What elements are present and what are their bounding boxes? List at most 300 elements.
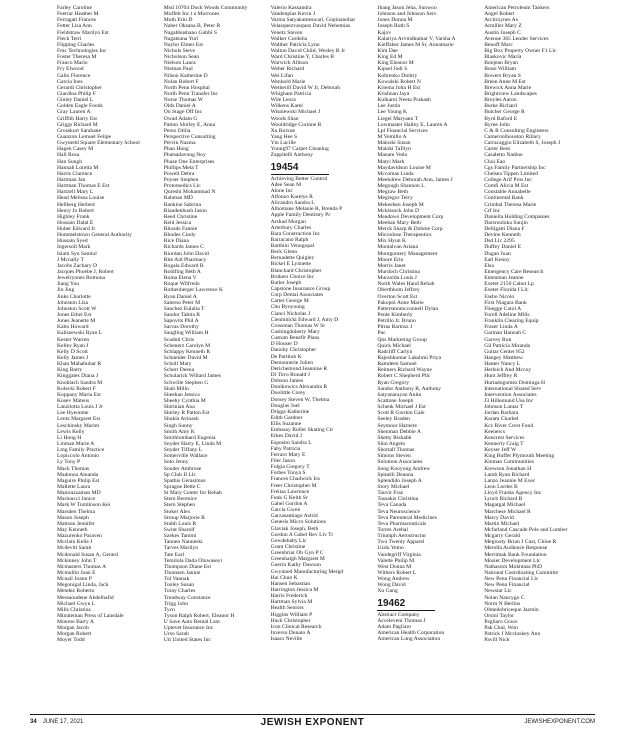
list-item: Bara Construction Inc xyxy=(270,230,320,237)
list-item: Driggs Katherine xyxy=(270,408,310,415)
list-item: Gowdebaby Llc xyxy=(270,537,307,544)
list-item: Shetty Rishabh xyxy=(377,434,412,441)
list-item: Hagen Casey M xyxy=(57,146,94,153)
list-item: Fraser Linda A xyxy=(484,324,518,331)
list-item: Sapovits Phil A xyxy=(163,318,199,325)
list-item: Fluegge Carol A xyxy=(484,305,522,312)
list-item: Reed Christine xyxy=(163,213,198,220)
list-item: Lee Young K xyxy=(377,109,408,116)
list-item: Rohlfing Beth A xyxy=(163,269,201,276)
list-item: Woods Shan xyxy=(270,115,299,122)
list-item: Patterstonmcconnell Dylan xyxy=(377,305,439,312)
list-item: Lowmaster Hailey E, Lauren A xyxy=(377,121,448,128)
list-item: Smith Amy K xyxy=(163,428,195,435)
list-item: Hannah Loretta M xyxy=(57,164,99,171)
list-item: Mcmullin Joan E xyxy=(57,569,96,576)
list-item: Keyser Jeff W xyxy=(484,447,517,454)
list-item: Shah Milin xyxy=(163,385,189,392)
list-item: Nagatsuna Yuri xyxy=(163,35,199,42)
list-item: Kinggates Diana J xyxy=(57,373,99,380)
list-item: Valerio Kassandra xyxy=(270,5,312,11)
list-item: Kennerly Craig T xyxy=(484,440,524,447)
list-item: Carter George M xyxy=(270,298,309,305)
list-item: Sp Club II Llc xyxy=(163,471,196,478)
list-item: Petrillo Jr. Bruno xyxy=(377,318,416,325)
list-item: Byrd Baford E xyxy=(484,115,518,122)
list-item: Karam Charbel xyxy=(484,416,519,423)
list-item: Marsden Thelma xyxy=(57,508,95,515)
list-item: Wei Lifan xyxy=(270,72,293,79)
list-item: Guerin Kathy Dawson xyxy=(270,562,321,569)
list-item: Megonigal Linda, Jack xyxy=(57,582,109,589)
list-item: Alone Inc xyxy=(270,187,293,194)
list-item: Inverso Donato A xyxy=(270,629,311,636)
list-item: Adee Sean M xyxy=(270,181,302,188)
list-item: Maloki Tafilyn xyxy=(377,146,411,153)
list-item: Bonjean Bryan xyxy=(484,60,518,67)
issue-date: JUNE 17, 2021 xyxy=(42,719,84,725)
list-item: Kencrest Services xyxy=(484,434,525,441)
list-item: Ellis Suzanne xyxy=(270,421,302,428)
list-item: Exeter 2150 Cabot Lp xyxy=(484,281,534,288)
list-item: Danoby Christopher xyxy=(270,347,317,354)
list-item: Varma Satyakameswari, Gopinanohar xyxy=(270,17,356,24)
list-item: Carracaggio Elizabeth S, Joseph J xyxy=(484,140,561,147)
list-item: Filer Jason xyxy=(270,457,295,464)
list-item: Maguire Philip Est xyxy=(57,477,100,484)
list-item: Nathasorn Mokhtasa PhD xyxy=(484,563,542,570)
list-item: Casaletto Nadine xyxy=(484,152,523,159)
list-item: Johnson and Johnson Serv xyxy=(377,11,437,18)
list-item: Salerno Peter M xyxy=(163,299,201,306)
list-item: Hurtadogomez Dominga H xyxy=(484,379,546,386)
list-item: Franco Mario xyxy=(57,60,88,67)
list-item: Olds Daniel A xyxy=(163,103,196,110)
list-item: Mckissock John D xyxy=(377,207,420,214)
list-item: Solomon Associates xyxy=(377,459,423,466)
list-item: Entenman Jeanne xyxy=(484,275,524,282)
list-item: Mcmasters Thomas A xyxy=(57,563,106,570)
list-item: Protomedics Llc xyxy=(163,183,201,190)
list-item: Olmedobriceque Jazmin xyxy=(484,606,539,613)
list-item: Constable Annabelle xyxy=(484,189,531,196)
list-item: Foster Theresa M xyxy=(57,54,97,61)
list-item: Krewson Jonathan H xyxy=(484,465,532,472)
list-item: Triumph Aerostructur xyxy=(377,533,427,540)
list-item: Sandor Tabita R xyxy=(163,312,200,319)
list-item: Hellberg Herbert xyxy=(57,201,95,208)
list-item: Spinelli Deanna xyxy=(377,471,414,478)
list-item: Nielson Laura xyxy=(163,60,196,67)
list-item: Henry Jo Robert xyxy=(57,207,94,214)
list-item: Kim Dae xyxy=(377,47,398,54)
list-item: Montalvan Ariana xyxy=(377,244,418,251)
list-item: Scaduti Chris xyxy=(163,336,195,343)
list-item: Golden Eagle Foods xyxy=(57,103,103,110)
list-item: Meadows Development Corp xyxy=(377,213,444,220)
list-item: Johnston Scott W xyxy=(57,305,97,312)
list-item: Lee Hyeonme xyxy=(57,410,89,417)
list-item: Highley Frank xyxy=(57,213,90,220)
list-item: Wong Andrew xyxy=(377,576,410,583)
list-item: Lynch Richard B xyxy=(484,496,523,503)
list-item: Teva Neuroscience xyxy=(377,508,421,515)
list-item: Hartman Jan xyxy=(57,176,86,183)
list-item: Blanchard Christopher xyxy=(270,267,322,274)
list-item: U Save Auto Rental Lsm xyxy=(163,619,220,626)
list-item: Giardina Philip F xyxy=(57,90,96,97)
list-item: Capstone Insurance Group xyxy=(270,286,331,293)
list-item: Kelly D Scott xyxy=(57,348,88,355)
list-item: Muffett Inc t a Morrones xyxy=(163,11,220,18)
list-item: Mason Joseph xyxy=(57,514,89,521)
list-item: Treadway Constance xyxy=(163,594,211,601)
list-item: Dugan Joan xyxy=(484,250,511,257)
list-item: Wong David xyxy=(377,582,406,589)
list-item: Microdose Therapeutics xyxy=(377,232,432,239)
list-item: Merolla Audience Response xyxy=(484,545,548,552)
list-item: Head Melissa Louise xyxy=(57,195,105,202)
list-item: Hossain Dalal E xyxy=(57,219,94,226)
section-rule xyxy=(377,610,435,611)
list-item: Mcfarland Cascade Pole and Lumber xyxy=(484,526,568,533)
list-item: King Barry xyxy=(57,367,83,374)
list-item: Moore Erin xyxy=(377,256,404,263)
list-item: Quick Michael xyxy=(377,342,411,349)
column-1 xyxy=(57,5,162,705)
list-item: Rhodes Cindy xyxy=(163,232,196,239)
list-item: Xu Ruixue xyxy=(270,127,295,134)
list-item: Alhomane Melanie R, Brenda P xyxy=(270,206,343,213)
list-item: Cameronlhouston Rillary xyxy=(484,133,541,140)
list-item: Dorsey Steven W, Thelma xyxy=(270,396,330,403)
list-item: Higgins William P xyxy=(270,611,313,618)
list-item: Brokers Choice Inc xyxy=(270,273,315,280)
list-item: Hanter Nancy L xyxy=(484,361,521,368)
section-number: 19462 xyxy=(377,597,406,609)
list-item: Kinman Communities xyxy=(484,459,534,466)
list-item: Jones Donna M xyxy=(377,17,413,24)
list-item: Garcia Ines xyxy=(57,78,83,85)
list-item: Thompson Diane Est xyxy=(163,563,212,570)
list-item: Megroaty Brian J Cust, Chloe R xyxy=(484,539,557,546)
list-item: Mix Hyun K xyxy=(377,238,406,245)
list-item: Garzasantiago Astrid xyxy=(270,513,318,520)
list-item: Yang Hee S xyxy=(270,133,298,140)
list-item: Teva Parenteral Medicines xyxy=(377,514,437,521)
list-item: Owad Adam G xyxy=(163,115,198,122)
list-item: Greenbriar Ob Gyn P C xyxy=(270,550,324,557)
list-item: Alfonzo Karelys R xyxy=(270,193,313,200)
list-item: Farley Caroline xyxy=(57,5,92,11)
list-item: Bernadette Quigley xyxy=(270,255,315,262)
list-item: Megraw Beth xyxy=(377,189,408,196)
list-item: Jones Ethel Est xyxy=(57,312,92,319)
list-item: Hartzell Mary L xyxy=(57,189,94,196)
list-item: Schenerz Carolyn M xyxy=(163,342,211,349)
list-item: Arterbury Charles xyxy=(270,224,312,231)
list-item: Emergency Care Research xyxy=(484,269,544,276)
list-item: Erkes David J xyxy=(270,433,302,440)
list-item: Spathis Gerasimos xyxy=(163,477,206,484)
list-item: Marchese Michael R xyxy=(484,508,531,515)
list-item: Duffey Daniel E xyxy=(484,244,522,251)
list-item: Garman Hannah C xyxy=(484,330,527,337)
list-item: Leon Lordes B xyxy=(484,483,518,490)
publication-name: JEWISH EXPONENT xyxy=(260,717,365,728)
list-item: New Penn Financial xyxy=(484,582,530,589)
list-item: Bickel E Lynnette xyxy=(270,261,311,268)
list-item: American Petroleum Tankers xyxy=(484,5,550,11)
list-item: Whigham Patricia xyxy=(270,90,312,97)
list-item: Mcnail Joann P xyxy=(57,576,92,583)
list-item: Kieffaber James M Sr, Annamarie xyxy=(377,41,454,48)
list-item: Gil Patricia Miranda xyxy=(484,342,531,349)
list-item: Devine Kenneth xyxy=(484,232,521,239)
list-item: Tol Vannak xyxy=(163,576,190,583)
list-item: Ramdeen Samuel xyxy=(377,361,417,368)
list-item: Mosier Development Llc xyxy=(484,557,541,564)
list-item: Young97 Carpet Cleaning xyxy=(270,146,329,153)
list-item: Sprague Bette C xyxy=(163,483,201,490)
list-item: Souder Ambrose xyxy=(163,465,202,472)
list-item: First Niagara Bank xyxy=(484,299,527,306)
list-item: Rice Diana xyxy=(163,238,189,245)
list-item: Swint Sharolf xyxy=(163,526,195,533)
list-item: Joseph Ruth S xyxy=(377,23,410,30)
list-item: Barthini Venugopal xyxy=(270,243,315,250)
list-item: Temilola Dada Oluwaseyi xyxy=(163,557,223,564)
list-item: Roque Wilfredo xyxy=(163,281,200,288)
list-item: Michael Gwyn L xyxy=(57,600,96,607)
list-item: Shenman Debbie A xyxy=(377,428,421,435)
list-item: College Arif Pros Inc xyxy=(484,176,532,183)
list-item: Tarves Marilyn xyxy=(163,545,199,552)
list-item: Reid Jessica xyxy=(163,219,192,226)
list-item: Wenhold Marie xyxy=(270,78,306,85)
list-item: Ginley Daniel L xyxy=(57,97,94,104)
list-item: Manirazzaman MD xyxy=(57,490,101,497)
list-item: Sheehan Jessica xyxy=(163,391,200,398)
list-item: Jewelryones Romona xyxy=(57,275,106,282)
list-item: Smithlombard Eugenia xyxy=(163,434,216,441)
list-item: Walton David Child, Wesley B Jr xyxy=(270,47,346,54)
page-number: 34 xyxy=(30,719,37,725)
list-item: J3 Hillemund Usa Inc xyxy=(484,398,534,404)
list-item: Grant Christine xyxy=(270,543,306,550)
list-item: Harris Clarence xyxy=(57,170,93,177)
list-item: Liegel Maryann T xyxy=(377,115,418,122)
list-item: Lewis Kelly xyxy=(57,428,85,435)
list-item: Fieldstraw Marilyn Est xyxy=(57,29,109,36)
list-item: Faby Patricia xyxy=(270,445,301,452)
list-item: Beck Glenn xyxy=(270,249,298,256)
list-item: Nicholson Sean xyxy=(163,54,200,61)
list-item: Stern Berenice xyxy=(163,496,197,503)
list-item: Franklin Clearing Equip xyxy=(484,318,539,325)
list-item: Ingersoll Mark xyxy=(57,244,91,251)
list-item: Megregor Terry xyxy=(377,195,413,202)
list-item: Kalariya Arvindkumar V, Varsha A xyxy=(377,35,456,42)
list-item: Wilkens Karel xyxy=(270,103,303,110)
list-item: Pavill Nick xyxy=(484,637,510,644)
list-item: Monroe Barry A xyxy=(57,619,94,626)
list-item: Kulkarni Neeta Prakash xyxy=(377,97,431,104)
list-item: Garcia Gwen xyxy=(270,507,301,514)
list-item: Saugling William H xyxy=(163,330,209,337)
list-item: Ryan Daniel A xyxy=(163,293,197,300)
list-item: Benoff Marc xyxy=(484,41,513,48)
list-item: Lopiccolo Antonio xyxy=(57,453,100,460)
list-item: Teva Pharmaceuticals xyxy=(377,520,427,527)
list-item: May Kenneth xyxy=(57,526,88,533)
list-item: Hummelstown General Authority xyxy=(57,232,132,239)
list-item: Marinucci Janice xyxy=(57,496,96,503)
list-item: Forell Adeline Mills xyxy=(484,312,530,319)
list-item: Kajov xyxy=(377,29,392,36)
list-item: Hall Rosa xyxy=(57,152,80,159)
list-item: Moyer Todd xyxy=(57,637,85,644)
list-item: Jones Jeanette M xyxy=(57,318,96,325)
list-item: J Mcnally T xyxy=(57,256,84,263)
list-item: Butcher George R xyxy=(484,109,525,116)
list-item: Pakopol Anne Marie xyxy=(377,299,424,306)
list-item: Feerrar Heather M xyxy=(57,11,99,18)
list-item: Gabel Gordon A xyxy=(270,500,308,507)
list-item: Messaoudene Abdelhafid xyxy=(57,594,114,601)
list-item: Custom Benefit Plans xyxy=(270,335,320,342)
list-item: Hunt Jeffrey R xyxy=(484,373,518,380)
list-item: Montgomery Management xyxy=(377,250,438,257)
list-item: Khan Mahabubar R xyxy=(57,361,102,368)
list-item: Cianci Nicholas J xyxy=(270,310,311,317)
list-item: Nurse Thomas W xyxy=(163,97,204,104)
list-item: Douglas Joel xyxy=(270,402,300,409)
list-item: Shortall Thomas xyxy=(377,447,415,454)
list-item: Tyson Ralph Robert, Eleanor H xyxy=(163,612,235,619)
list-item: Hussain Syed xyxy=(57,238,88,245)
list-item: Mekeehen Joseph M xyxy=(377,201,424,208)
list-item: Sheehy Cynthia M xyxy=(163,398,206,404)
list-item: M Vemillo A xyxy=(377,133,407,140)
list-item: Meekdrew Deborah Ann, James J xyxy=(377,176,453,183)
list-item: Cgs Family Partnership Inc xyxy=(484,164,546,171)
list-item: Embassy Roller Skating Ctr xyxy=(270,427,334,434)
list-item: Stubb Louis R xyxy=(163,520,197,527)
list-item: Fleck Terri xyxy=(57,35,82,42)
list-item: Corp Dental Associates xyxy=(270,292,324,299)
list-item: Oberthhom Jeffrey xyxy=(377,287,420,294)
list-item: Sanchez Eulalia T xyxy=(163,305,205,312)
list-item: Lpl Financial Services xyxy=(377,127,428,134)
list-item: Madonna Amanda xyxy=(57,471,99,478)
list-item: Guitar Center 852 xyxy=(484,348,525,355)
list-item: Mack Thomas xyxy=(57,465,90,472)
list-item: Muth Erin D xyxy=(163,17,193,24)
list-item: Big Box Property Owner F1 Llc xyxy=(484,47,557,54)
list-item: Lloyd Franks Agency Inc xyxy=(484,490,542,497)
list-item: D Houser D xyxy=(270,341,298,348)
list-item: Perspective Consulting xyxy=(163,133,216,140)
list-item: Rhoads Fannie xyxy=(163,226,198,233)
list-item: Jhang Jason Jeha, Sunwoo xyxy=(377,5,437,11)
list-item: Breen Anne M Est xyxy=(484,78,526,85)
list-item: Megough Shannon L xyxy=(377,183,425,190)
list-item: Murdoch Christina xyxy=(377,269,420,276)
list-item: Stoker Alex xyxy=(163,508,191,515)
list-item: Sandor Anthony R, Anthony xyxy=(377,385,442,392)
list-item: Kosev Mateus xyxy=(57,398,90,404)
list-item: Austin Joseph C xyxy=(484,29,521,36)
list-item: Funk G Keith Sr xyxy=(270,494,308,501)
list-item: Poyser Stephen xyxy=(163,176,199,183)
list-item: Han Sungh xyxy=(57,158,83,165)
list-item: North Wales Hand Rehab xyxy=(377,281,435,288)
list-item: Scott R Gordon Gale xyxy=(377,410,425,417)
list-item: Choi Eao xyxy=(484,158,506,165)
list-item: Stroup Marjorie R xyxy=(163,514,205,521)
list-item: Ly Tony P xyxy=(57,459,81,466)
list-item: Daniella Holding Companies xyxy=(484,213,550,220)
list-item: Griggs Richard M xyxy=(57,121,98,128)
list-item: Mills Christina xyxy=(57,606,91,613)
list-item: Scherr Deena xyxy=(163,367,195,374)
list-item: Pervin Nazma xyxy=(163,140,196,147)
list-item: Scattone Joseph xyxy=(377,398,414,404)
list-item: Linman Marie A xyxy=(57,440,95,447)
list-item: Schlappy Kenneth R xyxy=(163,348,211,355)
list-item: Maydavidson Louise M xyxy=(377,164,431,171)
list-item: Uti United States Inc xyxy=(163,637,211,644)
list-item: Elsa xyxy=(484,262,494,269)
list-item: Manam Veda xyxy=(377,152,407,159)
list-item: Riaudenbush Jason xyxy=(163,207,207,214)
list-item: North Penn Transfer Inc xyxy=(163,90,219,97)
list-item: Vandenplas Kevin J xyxy=(270,11,316,18)
list-item: Fasho Nicolo xyxy=(484,293,515,300)
list-item: Delligatti Diana F xyxy=(484,226,525,233)
list-item: Two Twenty Apparel xyxy=(377,539,425,546)
list-item: Wisniewski Michael J xyxy=(270,109,321,116)
list-item: Huck Christopher xyxy=(270,617,311,624)
list-item: American Lung Association xyxy=(377,636,441,643)
list-item: Garvey Ron xyxy=(484,336,512,343)
list-item: Snyder Harry E, Linda M xyxy=(163,440,222,447)
list-item: Walther Patricia Lynn xyxy=(270,41,320,48)
list-item: Powell Debra xyxy=(163,170,195,177)
list-item: Vandegriff Virginia xyxy=(377,551,421,558)
list-item: Morgan Jacob xyxy=(57,625,89,632)
list-item: Naylor Elmer Est xyxy=(163,41,203,48)
list-item: Toray Charles xyxy=(163,588,196,595)
list-item: Uzdo Yemo xyxy=(377,545,404,552)
list-item: Adam Pagliaro xyxy=(377,623,412,630)
list-item: Wile Leora xyxy=(270,97,296,104)
list-item: Gwynned Manufacturing Mergd xyxy=(270,568,344,575)
list-item: Phaze One Enterprises xyxy=(163,158,215,165)
list-item: Blaskovic Maria xyxy=(484,54,522,61)
list-item: Perez Otilia xyxy=(163,127,191,134)
list-item: Phatsadavong Noy xyxy=(163,152,206,159)
list-item: Tannen Nanneski xyxy=(163,539,203,546)
list-item: Minuteman Press of Lansdale xyxy=(57,612,124,619)
list-item: Keenercs xyxy=(484,428,505,435)
list-item: Velasquezvasquez David Nehemias xyxy=(270,23,351,30)
list-item: Koppany Maria Est xyxy=(57,391,101,398)
list-item: Morris Janet xyxy=(377,262,406,269)
list-item: Tycn xyxy=(163,606,175,613)
list-item: Mendez Roberto xyxy=(57,588,95,595)
